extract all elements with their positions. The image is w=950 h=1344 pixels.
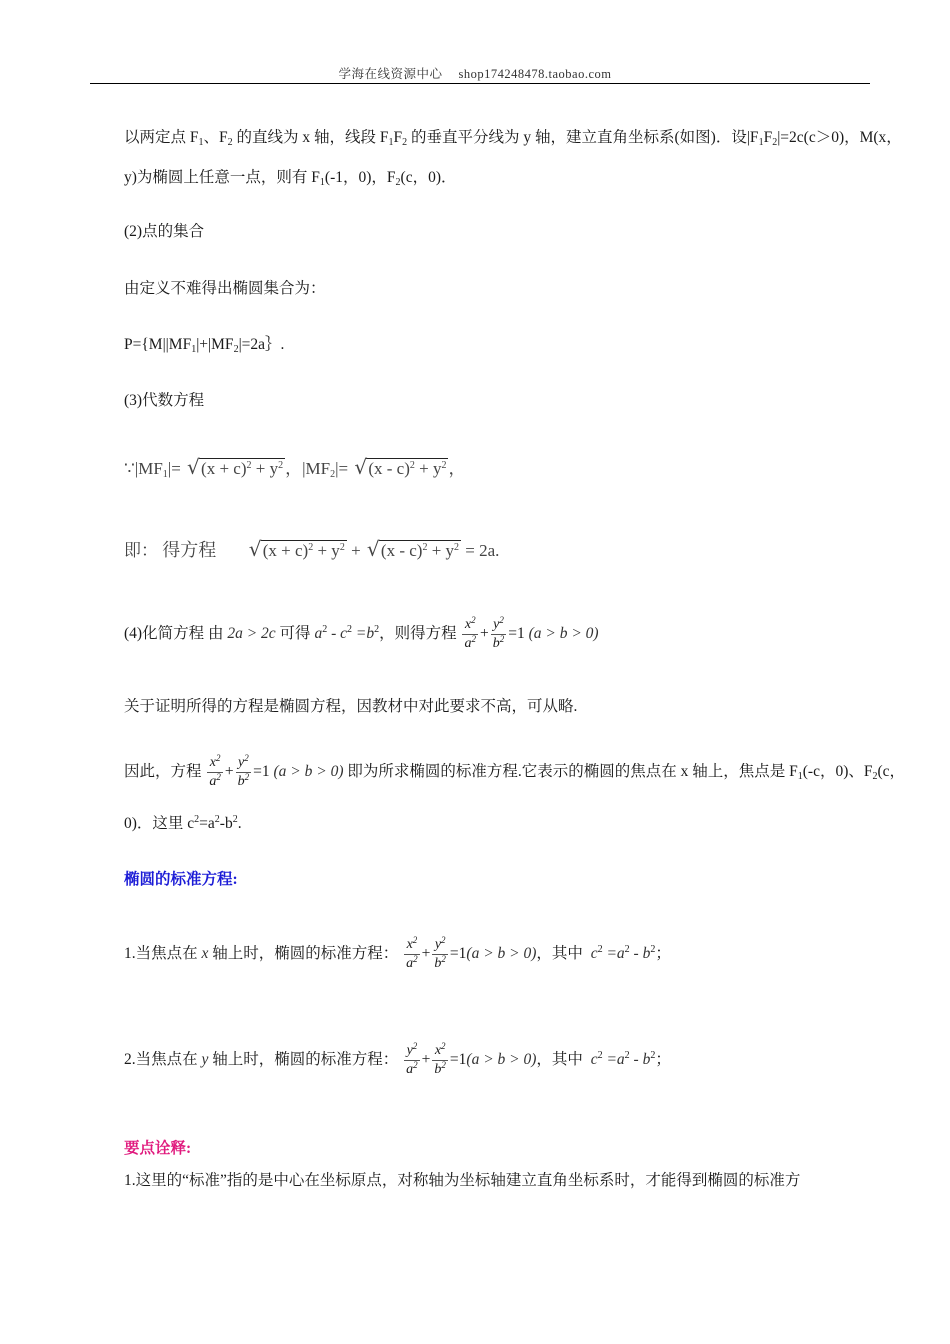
intro-paragraph: 以两定点 $F_1$、$F_2$ 的直线为 x 轴，线段 $F_1F_2$ 的垂直平分线为 y 轴，建立直角坐标系(如图)．设$|F_1F_2|=2c(c>0)$，M(x，y)为椭圆上任意一点，则有 $F_1(-1$，0)，$F_2(c$，0)．	[124, 129, 902, 188]
key-point-1: 1.这里的“标准”指的是中心在坐标原点，对称轴为坐标轴建立直角坐标系时，才能得到椭圆的标准方	[124, 1172, 801, 1189]
set-definition: $P=\{M||MF_1|+|MF_2|=2a\}$.	[124, 336, 285, 355]
radical-4: √ $(x - c)^2 + y^2$	[367, 540, 461, 561]
section-2-text: 由定义不难得出椭圆集合为：	[124, 280, 326, 297]
radical-3: √ $(x + c)^2 + y^2$	[249, 540, 347, 561]
proof-note: 关于证明所得的方程是椭圆方程，因教材中对此要求不高，可从略.	[124, 698, 578, 715]
distance-equations: $\because|MF_1|=$ √ $(x + c)^2 + y^2$ ，$|MF_2|=$ √ $(x - c)^2 + y^2$ ，	[124, 454, 465, 479]
header-shop: shop174248478.taobao.com	[458, 67, 612, 81]
key-points-heading: 要点诠释:	[124, 1140, 192, 1157]
item-x-axis: 1.当焦点在 x 轴上时，椭圆的标准方程： $\frac{x^2}{a^2}$ + $\frac{y^2}{b^2}$ =1(a > b > 0)，其中 $c^2 =a^2 - b^2$；	[124, 935, 671, 971]
combined-equation: 即： 得方程 √ $(x + c)^2 + y^2$ + √ $(x - c)^2 + y^2 = 2a$.	[124, 536, 499, 562]
section-2-title: (2)点的集合	[124, 223, 205, 240]
section-3-title: (3)代数方程	[124, 392, 205, 409]
header-site: 学海在线资源中心	[338, 67, 443, 81]
standard-equation-heading: 椭圆的标准方程:	[124, 871, 238, 888]
radical-1: √ $(x + c)^2 + y^2$	[187, 458, 285, 479]
header-rule	[90, 83, 870, 84]
page-header	[0, 64, 950, 82]
conclusion-paragraph: 因此，方程 $\frac{x^2}{a^2}$ + $\frac{y^2}{b^2}$ =1 (a > b > 0) 即为所求椭圆的标准方程.它表示的椭圆的焦点在 x 轴上，焦点是 $F_1(-c$，0)、$F_2(c$，0)．这里 $c^2=a^2-b^2$.	[124, 752, 906, 832]
section-4-simplify: (4)化简方程 由 2a > 2c 可得 $a^2 - c^2 =b^2$，则得方程 $\frac{x^2}{a^2}$ + $\frac{y^2}{b^2}$ =1 (a > b > 0)	[124, 614, 599, 651]
radical-2: √ $(x - c)^2 + y^2$	[354, 458, 448, 479]
item-y-axis: 2.当焦点在 y 轴上时，椭圆的标准方程： $\frac{y^2}{a^2}$ + $\frac{x^2}{b^2}$ =1(a > b > 0)，其中 $c^2 =a^2 - b^2$；	[124, 1041, 671, 1077]
